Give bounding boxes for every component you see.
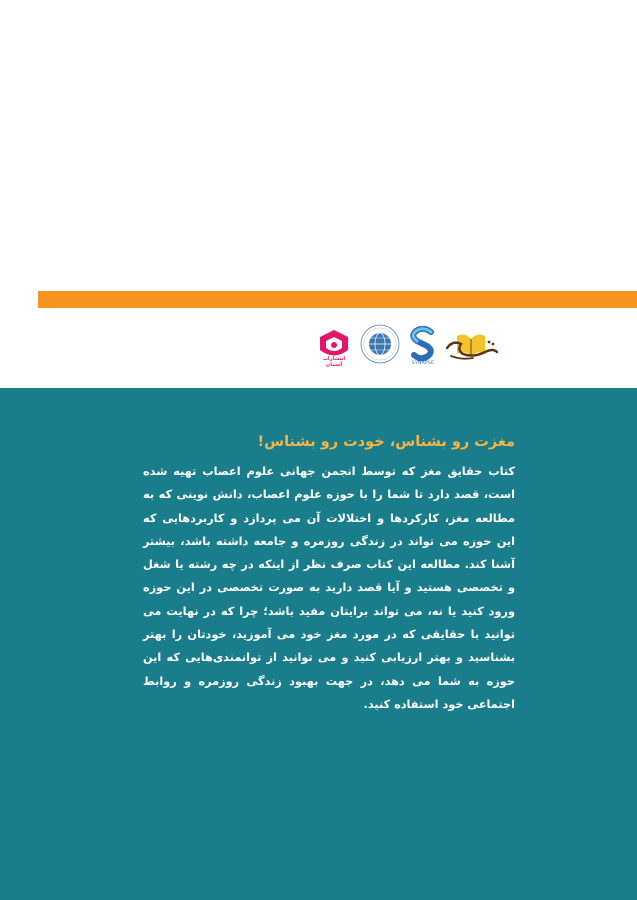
pink-logo-caption: انتشارات آسمان [322,356,346,368]
orange-accent-band [38,291,637,308]
calligraphy-book-logo-icon [443,330,501,362]
synapse-s-logo-icon [407,326,439,362]
back-cover-text-area [0,388,637,900]
back-cover-blurb: کتاب حقایق مغز که توسط انجمن جهانی علوم اعصاب تهیه شده است، قصد دارد تا شما را با حوزه علوم اعصاب، دانش نوینی که به مطالعه مغز، کارکردها و اختلالات آن می پردازد و کاربردهایی که این حوزه می تواند در زندگی روزمره و جامعه داشته باشد، بیشتر آشنا کند. مطالعه این کتاب صرف نظر از اینکه در چه رشته یا شغل و تخصصی هستید و آیا قصد دارید به صورت تخصصی در این حوزه ورود کنید یا نه، می تواند برایتان مفید باشد؛ چرا که در نهایت می توانید با حقایقی که در مورد مغز خود می آموزید، خودتان را بهتر بشناسید و بهتر ارزیابی کنید و می توانید از توانمندی‌هایی که این حوزه به شما می دهد، در جهت بهبود زندگی روزمره و روابط اجتماعی خود استفاده کنید. [143,465,515,711]
back-cover-headline: مغزت رو بشناس، خودت رو بشناس! [257,434,515,450]
blank-top-area [0,0,637,291]
publisher-logos [315,322,505,370]
globe-seal-icon [360,324,400,364]
synapse-logo-caption: SYNAPSE [411,361,435,366]
